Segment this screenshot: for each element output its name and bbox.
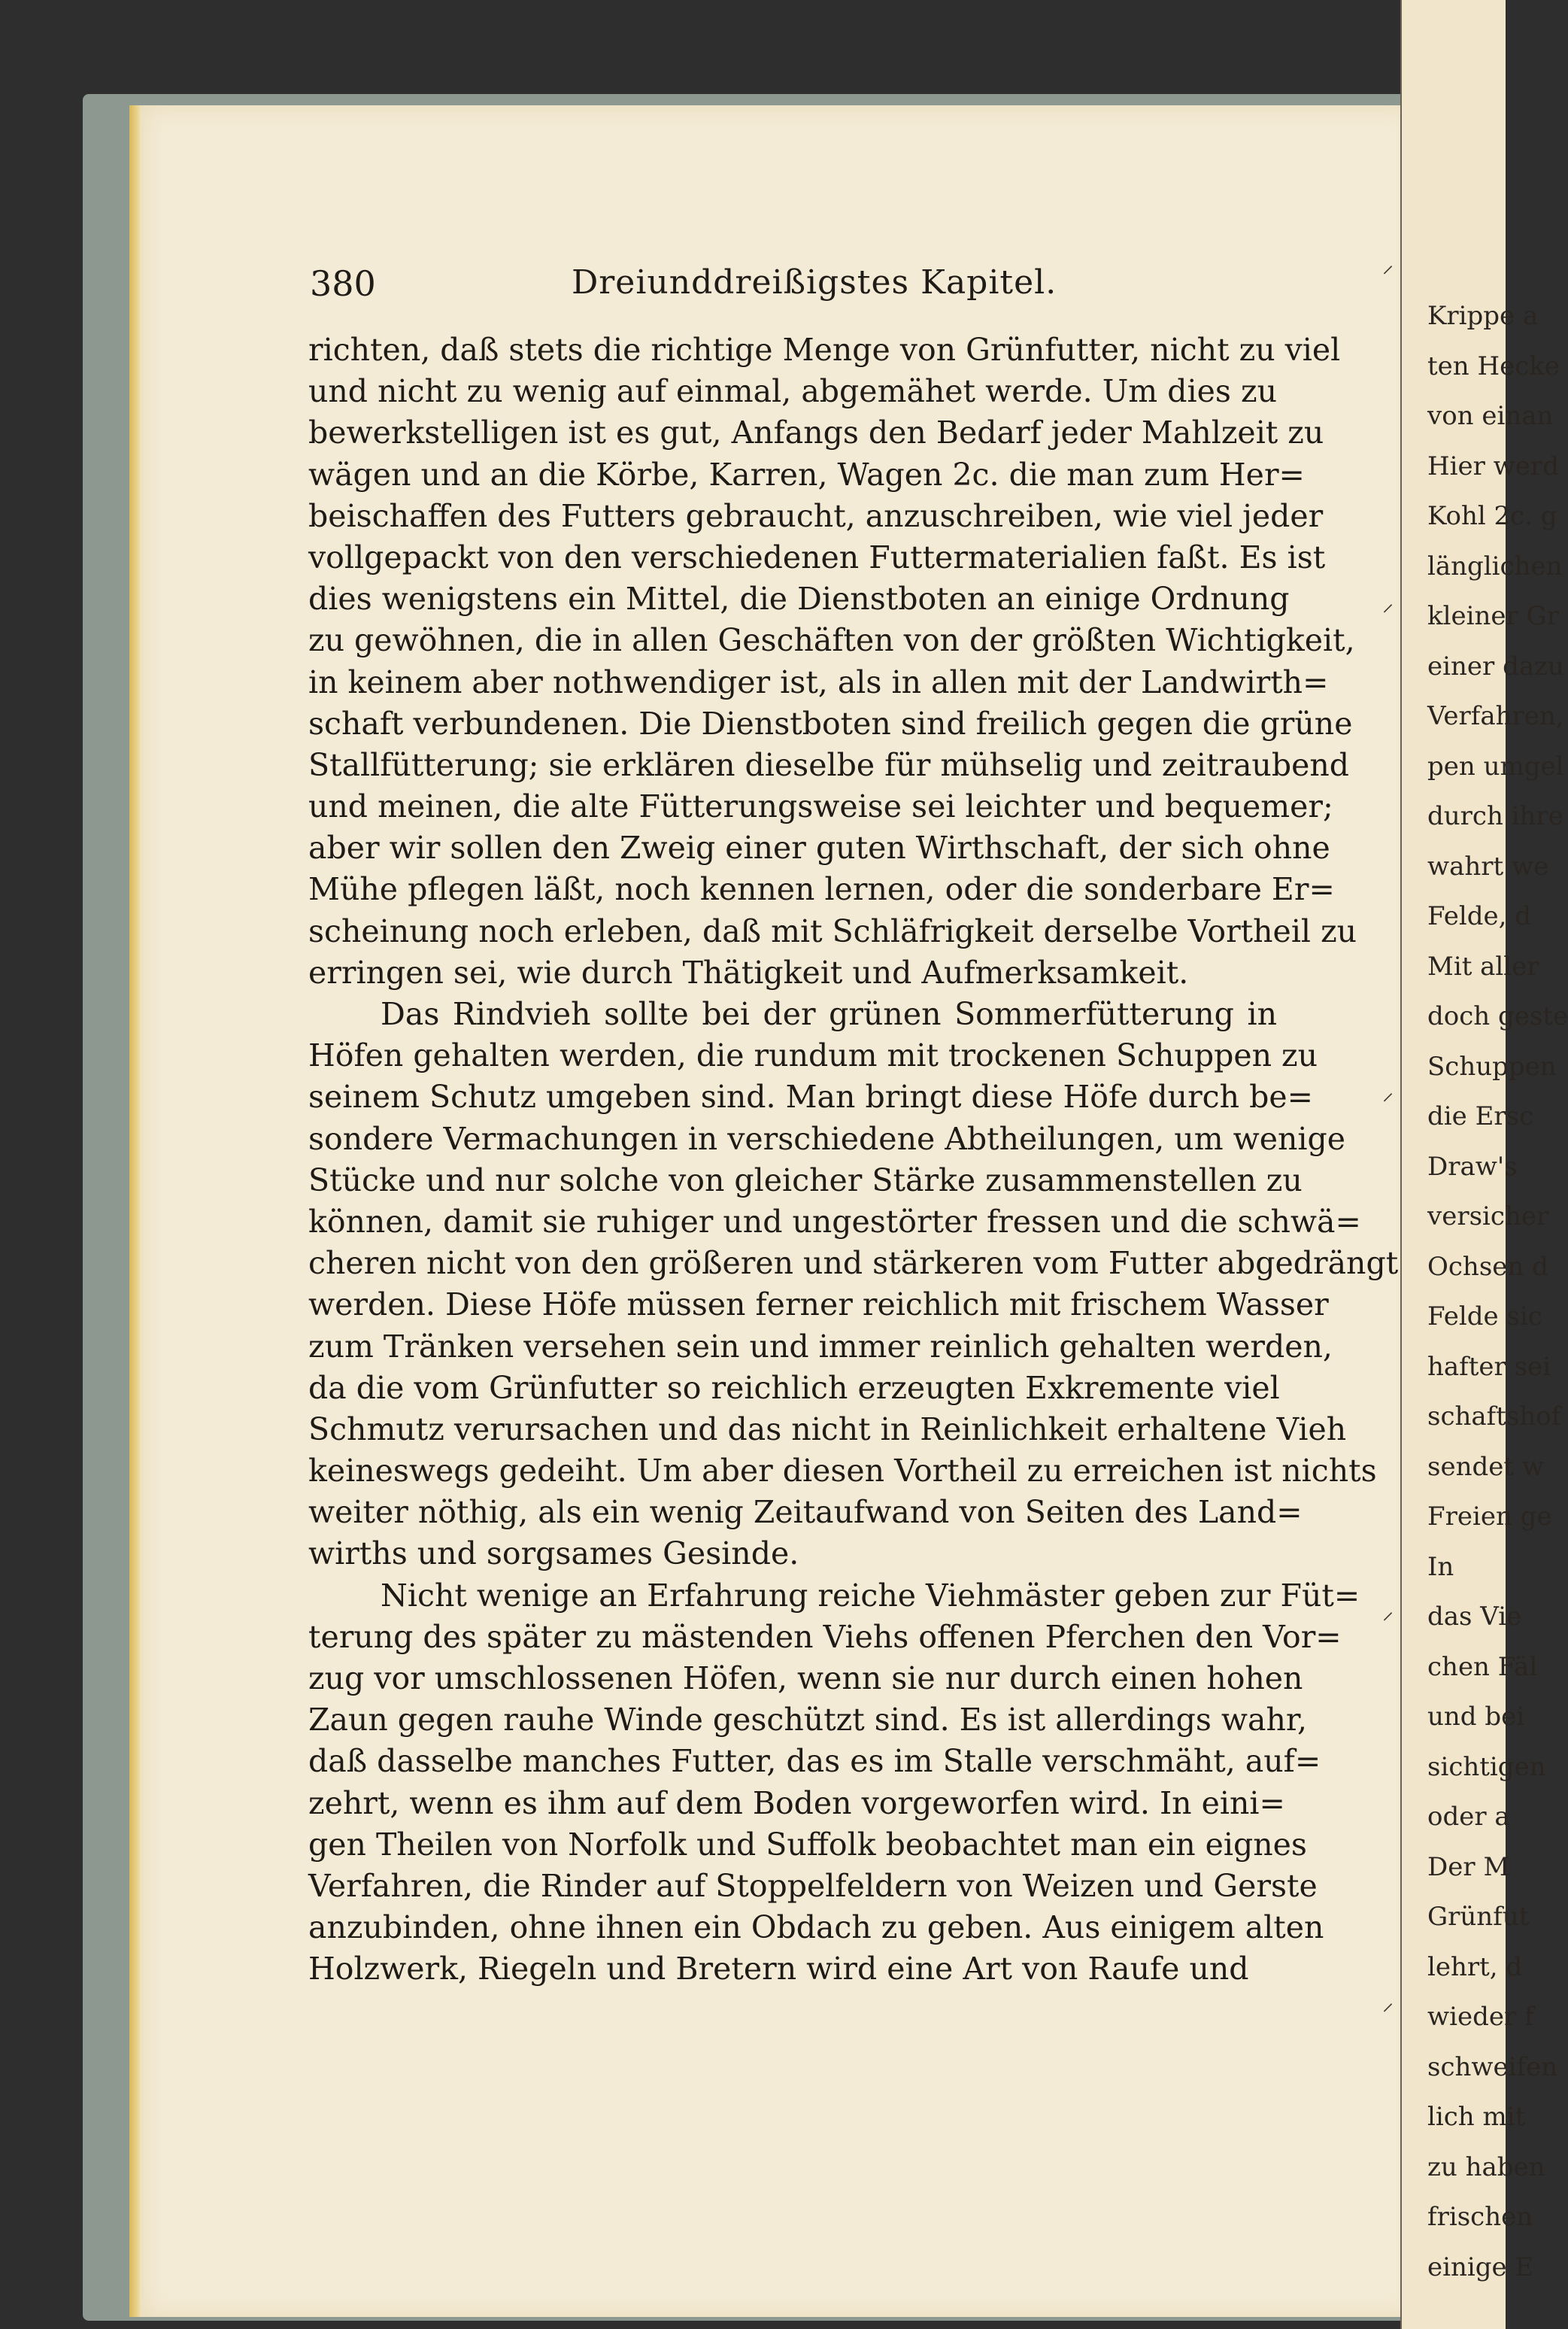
text-line: und meinen, die alte Fütterungsweise sei leichter und bequemer;	[308, 788, 1333, 825]
facing-text-line: und bei	[1427, 1702, 1525, 1732]
text-line: Stücke und nur solche von gleicher Stärke zusammenstellen zu	[308, 1161, 1303, 1198]
facing-text-line: sichtigen	[1427, 1751, 1546, 1782]
facing-text-line: Der M	[1427, 1851, 1510, 1882]
text-line: weiter nöthig, als ein wenig Zeitaufwand von Seiten des Land=	[308, 1494, 1303, 1531]
facing-text-line: Grünfut	[1427, 1902, 1530, 1932]
facing-text-line: Draw's	[1427, 1151, 1518, 1182]
facing-text-line: wahrt we	[1427, 851, 1549, 882]
text-line: zum Tränken versehen sein und immer reinlich gehalten werden,	[308, 1328, 1333, 1365]
facing-text-line: länglichen	[1427, 551, 1563, 581]
text-line: keineswegs gedeiht. Um aber diesen Vortheil zu erreichen ist nichts	[308, 1453, 1377, 1489]
text-line: Mühe pflegen läßt, noch kennen lernen, oder die sonderbare Er=	[308, 871, 1335, 908]
page-gilt-edge	[129, 105, 140, 2317]
text-line: richten, daß stets die richtige Menge von Grünfutter, nicht zu viel	[308, 332, 1341, 368]
text-line: zehrt, wenn es ihm auf dem Boden vorgeworfen wird. In eini=	[308, 1784, 1285, 1821]
facing-text-line: ten Hecke	[1427, 351, 1560, 381]
facing-text-line: schweifen	[1427, 2051, 1558, 2082]
facing-text-line: das Vie	[1427, 1602, 1522, 1632]
text-line: sondere Vermachungen in verschiedene Abtheilungen, um wenige	[308, 1120, 1345, 1157]
paragraph	[308, 329, 1357, 994]
facing-text-line: Felde, d	[1427, 901, 1531, 931]
facing-text-line: Krippe a	[1427, 301, 1539, 331]
facing-text-line: Hier werd	[1427, 451, 1559, 481]
text-line: und nicht zu wenig auf einmal, abgemähet werde. Um dies zu	[308, 373, 1277, 410]
text-line: gen Theilen von Norfolk und Suffolk beobachtet man ein eignes	[308, 1826, 1307, 1863]
text-line: scheinung noch erleben, daß mit Schläfrigkeit derselbe Vortheil zu	[308, 912, 1357, 949]
text-line: zu gewöhnen, die in allen Geschäften von der größten Wichtigkeit,	[308, 622, 1355, 659]
paragraph	[308, 1575, 1360, 1990]
text-line: da die vom Grünfutter so reichlich erzeugten Exkremente viel	[308, 1369, 1280, 1406]
facing-text-line: pen umgel	[1427, 751, 1564, 782]
text-line: wirths und sorgsames Gesinde.	[308, 1535, 799, 1572]
text-line: anzubinden, ohne ihnen ein Obdach zu geben. Aus einigem alten	[308, 1909, 1324, 1946]
facing-text-line: einer dazu	[1427, 651, 1564, 682]
facing-text-line: von einan	[1427, 401, 1554, 431]
text-line: aber wir sollen den Zweig einer guten Wirthschaft, der sich ohne	[308, 830, 1330, 867]
text-line: Das Rindvieh sollte bei der grünen Sommerfütterung in	[381, 996, 1277, 1032]
text-line: Höfen gehalten werden, die rundum mit trockenen Schuppen zu	[308, 1037, 1318, 1074]
facing-text-line: Felde sic	[1427, 1301, 1542, 1332]
edge-tick-mark: ⸝	[1382, 1599, 1394, 1625]
text-line: Verfahren, die Rinder auf Stoppelfeldern von Weizen und Gerste	[308, 1867, 1318, 1904]
edge-tick-mark: ⸝	[1382, 591, 1394, 617]
facing-text-line: Schuppen	[1427, 1051, 1557, 1082]
text-line: terung des später zu mästenden Viehs offenen Pferchen den Vor=	[308, 1618, 1342, 1655]
body-text	[308, 329, 1399, 1990]
facing-text-line: lehrt, d	[1427, 1951, 1523, 1982]
paragraph	[308, 994, 1399, 1575]
facing-text-line: einige E	[1427, 2252, 1534, 2282]
facing-text-line: hafter sei	[1427, 1351, 1551, 1382]
facing-text-line: Kohl 2c. g	[1427, 501, 1557, 531]
page-number: 380	[310, 263, 376, 304]
running-head: Dreiunddreißigstes Kapitel.	[572, 263, 1057, 302]
facing-text-line: Freien ge	[1427, 1502, 1552, 1532]
text-line: vollgepackt von den verschiedenen Futtermaterialien faßt. Es ist	[308, 539, 1326, 575]
text-line: dies wenigstens ein Mittel, die Dienstboten an einige Ordnung	[308, 581, 1290, 618]
facing-text-line: sendet w	[1427, 1451, 1544, 1482]
text-line: zug vor umschlossenen Höfen, wenn sie nur durch einen hohen	[308, 1660, 1303, 1696]
text-line: Zaun gegen rauhe Winde geschützt sind. Es ist allerdings wahr,	[308, 1702, 1307, 1738]
facing-text-line: wieder f	[1427, 2002, 1534, 2032]
facing-text-line: durch ihre	[1427, 801, 1563, 831]
text-line: können, damit sie ruhiger und ungestörter fressen und die schwä=	[308, 1203, 1361, 1240]
edge-tick-mark: ⸝	[1382, 1079, 1394, 1106]
facing-text-line: oder a	[1427, 1802, 1510, 1832]
text-line: Schmutz verursachen und das nicht in Reinlichkeit erhaltene Vieh	[308, 1410, 1347, 1447]
text-line: seinem Schutz umgeben sind. Man bringt diese Höfe durch be=	[308, 1079, 1313, 1116]
facing-text-line: Verfahren,	[1427, 701, 1564, 731]
facing-text-line: doch geste	[1427, 1001, 1568, 1031]
facing-text-line: Mit aller	[1427, 951, 1539, 982]
facing-text-line: Ochsen d	[1427, 1251, 1548, 1282]
edge-tick-mark: ⸝	[1382, 252, 1394, 278]
facing-text-line: chen Fäl	[1427, 1651, 1538, 1682]
facing-text-line: In	[1427, 1551, 1454, 1582]
facing-text-line: lich mit	[1427, 2102, 1526, 2132]
text-line: wägen und an die Körbe, Karren, Wagen 2c. die man zum Her=	[308, 456, 1305, 493]
text-line: werden. Diese Höfe müssen ferner reichlich mit frischem Wasser	[308, 1286, 1329, 1323]
edge-tick-mark: ⸝	[1382, 1990, 1394, 2016]
text-line: Stallfütterung; sie erklären dieselbe für mühselig und zeitraubend	[308, 746, 1349, 783]
text-line: in keinem aber nothwendiger ist, als in allen mit der Landwirth=	[308, 663, 1329, 700]
text-line: erringen sei, wie durch Thätigkeit und Aufmerksamkeit.	[308, 954, 1189, 991]
text-line: cheren nicht von den größeren und stärkeren vom Futter abgedrängt	[308, 1245, 1399, 1282]
text-line: Holzwerk, Riegeln und Bretern wird eine Art von Raufe und	[308, 1951, 1249, 1987]
facing-text-line: kleiner Gr	[1427, 601, 1559, 631]
facing-text-line: zu haben	[1427, 2151, 1545, 2182]
facing-text-line: versicher	[1427, 1201, 1549, 1231]
facing-text-line: die Ersc	[1427, 1101, 1534, 1131]
text-line: bewerkstelligen ist es gut, Anfangs den Bedarf jeder Mahlzeit zu	[308, 414, 1324, 451]
text-line: Nicht wenige an Erfahrung reiche Viehmäster geben zur Füt=	[381, 1577, 1360, 1614]
text-line: beischaffen des Futters gebraucht, anzuschreiben, wie viel jeder	[308, 497, 1324, 534]
facing-text-line: schaftshof	[1427, 1401, 1561, 1432]
text-line: daß dasselbe manches Futter, das es im Stalle verschmäht, auf=	[308, 1743, 1321, 1780]
facing-text-line: frischen	[1427, 2202, 1533, 2232]
text-line: schaft verbundenen. Die Dienstboten sind freilich gegen die grüne	[308, 705, 1353, 742]
